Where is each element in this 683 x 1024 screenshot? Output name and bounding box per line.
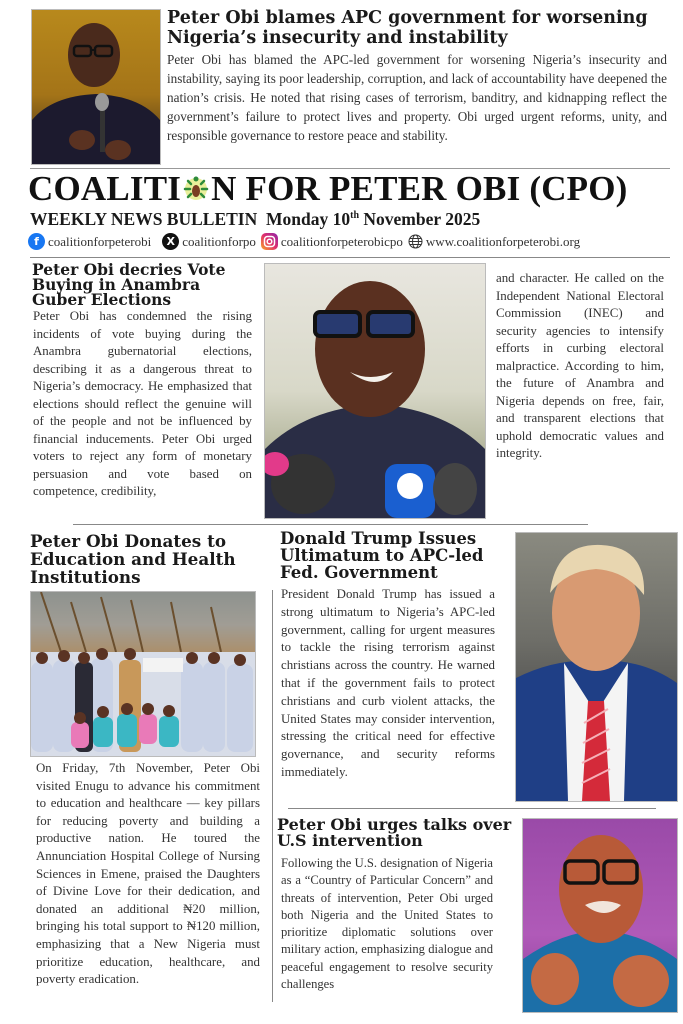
column-divider bbox=[272, 590, 273, 1002]
portrait-man-in-suit-illustration bbox=[516, 533, 677, 801]
x-handle[interactable]: coalitionforpo bbox=[182, 233, 256, 249]
divider bbox=[30, 257, 670, 258]
social-x[interactable] bbox=[162, 233, 256, 250]
facebook-handle[interactable]: coalitionforpeterobi bbox=[48, 233, 152, 249]
top-story-photo bbox=[31, 9, 161, 165]
talks-body: Following the U.S. designation of Nigeria as a “Country of Particular Concern” and threats of intervention, Peter Obi urged both Nigeria and the United States to prioritize diplomatic solutions over military action, emphasizing dialogue and peaceful engagement to resolve security challenges bbox=[281, 856, 493, 992]
vote-buying-headline: Peter Obi decries Vote Buying in Anambra Guber Elections bbox=[32, 260, 226, 309]
date-month-year: November 2025 bbox=[359, 209, 481, 229]
talks-photo bbox=[522, 818, 678, 1013]
social-facebook[interactable] bbox=[28, 233, 151, 250]
divider bbox=[73, 524, 588, 525]
top-story-body: Peter Obi has blamed the APC-led government for worsening Nigeria’s insecurity and instability, saying its poor leadership, corruption, and lack of accountability have deepened the nation’s crisis. He noted that rising cases of terrorism, banditry, and kidnapping reflect the government’s failure to protect lives and property. Obi urged urgent reforms, unity, and responsible governance to restore peace and stability. bbox=[167, 52, 667, 144]
social-instagram[interactable] bbox=[261, 233, 403, 250]
trump-headline: Donald Trump Issues Ultimatum to APC-led Fed. Government bbox=[280, 529, 484, 582]
group-photo-illustration bbox=[31, 592, 255, 756]
bulletin-label: WEEKLY NEWS BULLETIN bbox=[30, 209, 258, 229]
talks-headline: Peter Obi urges talks over U.S intervention bbox=[277, 815, 512, 850]
social-links bbox=[28, 233, 678, 250]
date-ordinal: th bbox=[350, 210, 360, 222]
instagram-icon bbox=[261, 233, 278, 250]
social-website[interactable] bbox=[408, 234, 580, 250]
portrait-man-with-microphone-illustration bbox=[32, 10, 160, 164]
trump-photo bbox=[515, 532, 678, 802]
bulletin-line bbox=[30, 209, 480, 230]
donation-headline: Peter Obi Donates to Education and Health Institutions bbox=[30, 531, 236, 587]
bulletin-date bbox=[266, 209, 480, 229]
website-url[interactable]: www.coalitionforpeterobi.org bbox=[425, 233, 581, 249]
top-story-headline: Peter Obi blames APC government for worsening Nigeria’s insecurity and instability bbox=[167, 8, 648, 48]
vote-buying-body-right: and character. He called on the Independent National Electoral Commission (INEC) and security agencies to intensify efforts in curbing electoral malpractice. According to him, the future of Anambra and Nigeria depends on free, fair, and transparent elections that uphold democratic values and integrity. bbox=[496, 271, 664, 460]
donation-body: On Friday, 7th November, Peter Obi visited Enugu to advance his commitment to education and healthcare — key pillars for reducing poverty and building a productive nation. He toured the Annunciation Hospital College of Nursing Sciences in Emene, praised the Daughters of Divine Love for their dedication, and donated an additional ₦20 million, bringing his total support to ₦120 million, emphasizing that a New Nigeria must prioritize education, healthcare, and poverty eradication. bbox=[36, 761, 260, 987]
masthead-title bbox=[28, 170, 678, 208]
masthead-title-part1: COALITI bbox=[28, 169, 182, 208]
masthead-title-part2: N FOR PETER OBI (CPO) bbox=[211, 169, 628, 208]
vote-buying-body-left: Peter Obi has condemned the rising incidents of vote buying during the Anambra gubernatorial elections, describing it as a dangerous threat to Nigeria’s democracy. He emphasized that elections should reflect the genuine will of the people and not be influenced by financial inducements. Peter Obi urged voters to reject any form of monetary persuasion and vote based on competence, credibility, bbox=[33, 309, 252, 498]
cpo-logo-icon bbox=[181, 174, 211, 204]
portrait-man-gesturing-illustration bbox=[523, 819, 677, 1012]
globe-icon bbox=[408, 234, 423, 249]
date-day: Monday 10 bbox=[266, 209, 351, 229]
facebook-icon: f bbox=[28, 233, 45, 250]
divider bbox=[288, 808, 656, 809]
vote-buying-photo bbox=[264, 263, 486, 519]
instagram-handle[interactable]: coalitionforpeterobicpo bbox=[280, 233, 403, 249]
x-icon: X bbox=[162, 233, 179, 250]
donation-group-photo bbox=[30, 591, 256, 757]
portrait-man-speaking-at-microphones-illustration bbox=[265, 264, 485, 518]
trump-body: President Donald Trump has issued a strong ultimatum to Nigeria’s APC-led government, calling for urgent measures to tackle the rising terrorism against christians across the country. He warned that if the government fails to protect christians and curb violent attacks, the United States may consider intervention, stressing the critical need for effective governance, and security reforms immediately. bbox=[281, 587, 495, 779]
